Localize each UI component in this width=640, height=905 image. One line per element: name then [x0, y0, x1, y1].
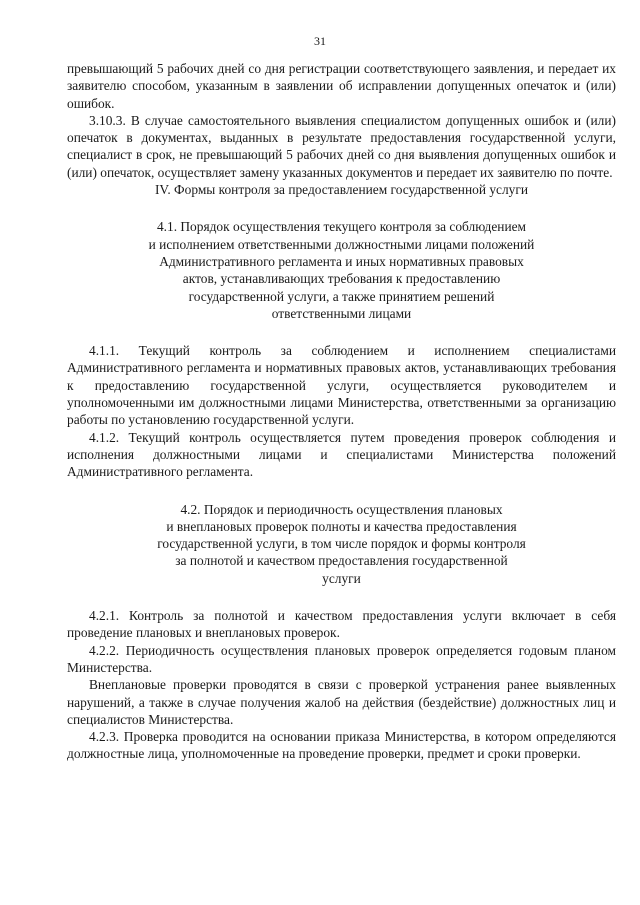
subheading-line: государственной услуги, а также принятием решений	[188, 288, 495, 304]
page-content	[67, 60, 616, 763]
subheading-line: 4.1. Порядок осуществления текущего контроля за соблюдением	[156, 219, 527, 235]
subheading-line: за полнотой и качеством предоставления государственной	[175, 553, 508, 569]
page-number: 31	[314, 34, 326, 48]
section-title: IV. Формы контроля за предоставлением государственной услуги	[154, 182, 529, 198]
subheading-line: и внеплановых проверок полноты и качества предоставления	[166, 518, 517, 534]
paragraph-continuation: превышающий 5 рабочих дней со дня регистрации соответствующего заявления, и передает их заявителю способом, указанным в заявлении об исправлении допущенных опечаток и (или) ошибок.	[67, 61, 616, 111]
subheading-line: государственной услуги, в том числе порядок и формы контроля	[157, 536, 526, 552]
paragraph-4-2-2: 4.2.2. Периодичность осуществления плановых проверок определяется годовым планом Министерства.	[67, 642, 616, 675]
subheading-4-2	[67, 501, 616, 587]
paragraph-unscheduled-inspections: Внеплановые проверки проводятся в связи с проверкой устранения ранее выявленных нарушений, а также в случае получения жалоб на действия (бездействие) должностных лиц и специалистов Министерства.	[67, 677, 616, 727]
subheading-line: актов, устанавливающих требования к предоставлению	[182, 271, 501, 287]
paragraph-4-2-3: 4.2.3. Проверка проводится на основании приказа Министерства, в котором определяются должностные лица, уполномоченные на проведение проверки, предмет и сроки проверки.	[67, 729, 616, 762]
subheading-4-1	[67, 218, 616, 322]
subheading-line: 4.2. Порядок и периодичность осуществления плановых	[180, 501, 503, 517]
paragraph-3-10-3: 3.10.3. В случае самостоятельного выявления специалистом допущенных ошибок и (или) опечаток в документах, выданных в результате предоставления государственной услуги, специалист в срок, не превышающий 5 рабочих дней со дня выявления допущенных ошибок и (или) опечаток, осуществляет замену указанных документов и передает их заявителю по почте.	[67, 112, 616, 180]
subheading-line: и исполнением ответственными должностными лицами положений	[148, 236, 535, 252]
paragraph-4-2-1: 4.2.1. Контроль за полнотой и качеством предоставления услуги включает в себя проведение плановых и внеплановых проверок.	[67, 608, 616, 641]
subheading-line: Административного регламента и иных нормативных правовых	[159, 253, 524, 269]
paragraph-4-1-1: 4.1.1. Текущий контроль за соблюдением и исполнением специалистами Административного регламента и нормативных правовых актов, устанавливающих требования к предоставлению государственной услуги, осуществляется руководителем и уполномоченными им должностными лицами Министерства, ответственными за организацию работы по установлению государственной услуги.	[67, 343, 616, 428]
subheading-line: услуги	[322, 570, 361, 586]
subheading-line: ответственными лицами	[271, 305, 412, 321]
paragraph-4-1-2: 4.1.2. Текущий контроль осуществляется путем проведения проверок соблюдения и исполнения должностными лицами и специалистами Министерства положений Административного регламента.	[67, 429, 616, 480]
